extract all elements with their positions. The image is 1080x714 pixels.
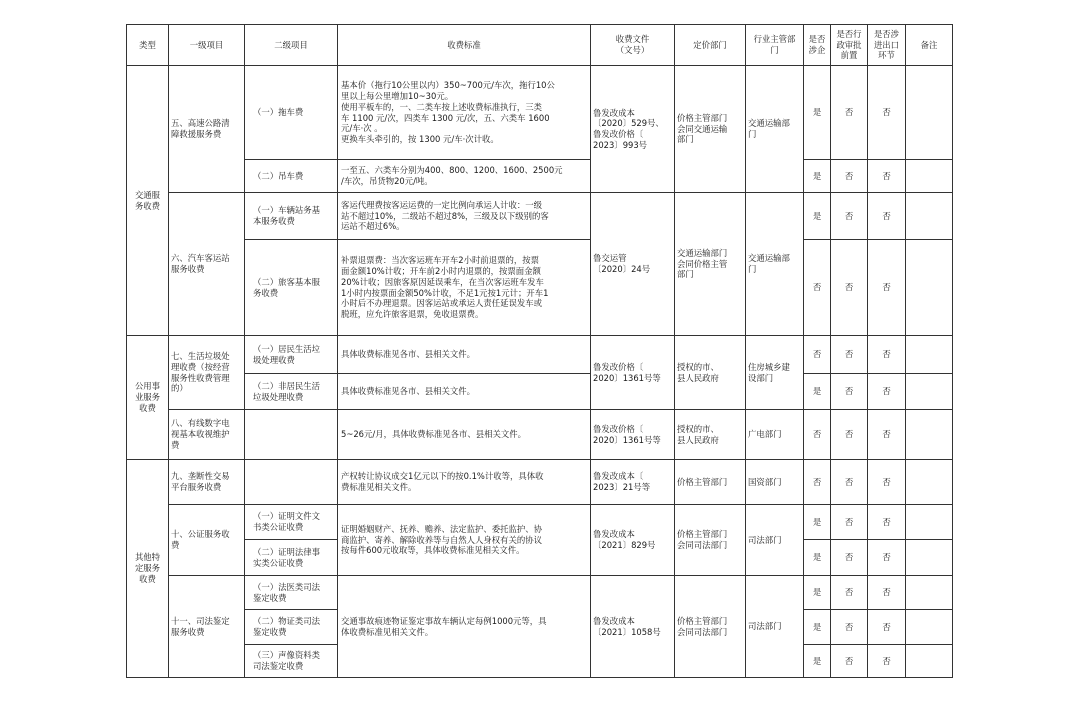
header-admin-approval: 是否行 政审批 前置 xyxy=(831,25,868,66)
level2-cell: （一）居民生活垃 圾处理收费 xyxy=(245,336,338,374)
flag-approval: 否 xyxy=(831,336,868,374)
remarks-cell xyxy=(906,66,953,160)
level2-cell: （一）证明文件文 书类公证收费 xyxy=(245,505,338,540)
flag-enterprise: 是 xyxy=(804,610,831,645)
header-type: 类型 xyxy=(127,25,169,66)
flag-approval: 否 xyxy=(831,160,868,193)
remarks-cell xyxy=(906,540,953,576)
standard-cell: 基本价（拖行10公里以内）350~700元/车次，拖行10公 里以上每公里增加10~30元。 使用平板车的，一、二类车按上述收费标准执行，三类 车 1100 元/次，四类车 1300 元/次，五、六类车 1600 元/车·次 。 更换车头牵引的，按 1300 元/车·次计收。 xyxy=(338,66,591,160)
level2-cell: （二）吊车费 xyxy=(245,160,338,193)
flag-enterprise: 是 xyxy=(804,193,831,240)
flag-approval: 否 xyxy=(831,610,868,645)
header-level2: 二级项目 xyxy=(245,25,338,66)
remarks-cell xyxy=(906,410,953,460)
flag-approval: 否 xyxy=(831,460,868,505)
level2-cell: （一）拖车费 xyxy=(245,66,338,160)
remarks-cell xyxy=(906,374,953,410)
flag-import-export: 否 xyxy=(868,645,906,678)
flag-approval: 否 xyxy=(831,240,868,336)
flag-approval: 否 xyxy=(831,193,868,240)
remarks-cell xyxy=(906,336,953,374)
remarks-cell xyxy=(906,193,953,240)
document-cell: 鲁发改成本 〔2021〕1058号 xyxy=(591,576,675,678)
table-row xyxy=(127,66,953,160)
flag-import-export: 否 xyxy=(868,505,906,540)
level1-cell: 十、公证服务收 费 xyxy=(169,505,245,576)
table-row xyxy=(127,374,953,410)
flag-approval: 否 xyxy=(831,410,868,460)
header-industry-dept: 行业主管部 门 xyxy=(746,25,804,66)
document-cell: 鲁交运管 〔2020〕24号 xyxy=(591,193,675,336)
level1-cell: 九、垄断性交易 平台服务收费 xyxy=(169,460,245,505)
flag-approval: 否 xyxy=(831,66,868,160)
industry-dept-cell: 国资部门 xyxy=(746,460,804,505)
level1-cell: 十一、司法鉴定 服务收费 xyxy=(169,576,245,678)
pricing-dept-cell: 价格主管部门 会同司法部门 xyxy=(675,505,746,576)
table-row xyxy=(127,410,953,460)
remarks-cell xyxy=(906,240,953,336)
standard-cell: 交通事故痕迹物证鉴定事故车辆认定每例1000元等，具 体收费标准见相关文件。 xyxy=(338,576,591,678)
level1-cell: 六、汽车客运站 服务收费 xyxy=(169,193,245,336)
table-row xyxy=(127,460,953,505)
table-row xyxy=(127,505,953,540)
table-row xyxy=(127,193,953,240)
level2-cell xyxy=(245,410,338,460)
level1-cell: 五、高速公路清 障救援服务费 xyxy=(169,66,245,193)
document-cell: 鲁发改价格〔 2020〕1361号等 xyxy=(591,410,675,460)
standard-cell: 一至五、六类车分别为400、800、1200、1600、2500元 /车次，吊货物20元/吨。 xyxy=(338,160,591,193)
industry-dept-cell: 交通运输部 门 xyxy=(746,66,804,193)
standard-cell: 具体收费标准见各市、县相关文件。 xyxy=(338,336,591,374)
remarks-cell xyxy=(906,576,953,610)
flag-import-export: 否 xyxy=(868,160,906,193)
industry-dept-cell: 交通运输部 门 xyxy=(746,193,804,336)
header-involves-enterprise: 是否 涉企 xyxy=(804,25,831,66)
flag-import-export: 否 xyxy=(868,240,906,336)
remarks-cell xyxy=(906,505,953,540)
header-document: 收费文件 （文号） xyxy=(591,25,675,66)
type-cell: 公用事 业服务 收费 xyxy=(127,336,169,460)
header-pricing-dept: 定价部门 xyxy=(675,25,746,66)
flag-approval: 否 xyxy=(831,540,868,576)
standard-cell: 客运代理费按客运运费的一定比例向承运人计收：一级 站不超过10%，二级站不超过8%，三级及以下级别的客 运站不超过6%。 xyxy=(338,193,591,240)
standard-cell: 产权转让协议成交1亿元以下的按0.1%计收等，具体收 费标准见相关文件。 xyxy=(338,460,591,505)
table-row xyxy=(127,160,953,193)
level1-cell: 七、生活垃圾处 理收费（按经营 服务性收费管理 的） xyxy=(169,336,245,410)
flag-import-export: 否 xyxy=(868,193,906,240)
level2-cell: （一）法医类司法 鉴定收费 xyxy=(245,576,338,610)
level2-cell: （二）非居民生活 垃圾处理收费 xyxy=(245,374,338,410)
flag-import-export: 否 xyxy=(868,410,906,460)
flag-approval: 否 xyxy=(831,505,868,540)
standard-cell: 具体收费标准见各市、县相关文件。 xyxy=(338,374,591,410)
flag-enterprise: 否 xyxy=(804,240,831,336)
flag-approval: 否 xyxy=(831,645,868,678)
industry-dept-cell: 住房城乡建 设部门 xyxy=(746,336,804,410)
flag-approval: 否 xyxy=(831,374,868,410)
document-cell: 鲁发改成本〔 2023〕21号等 xyxy=(591,460,675,505)
flag-approval: 否 xyxy=(831,576,868,610)
header-import-export: 是否涉 进出口 环节 xyxy=(868,25,906,66)
flag-import-export: 否 xyxy=(868,66,906,160)
document-cell: 鲁发改成本 〔2020〕529号、 鲁发改价格〔 2023〕993号 xyxy=(591,66,675,193)
standard-cell: 补票退票费：当次客运班车开车2小时前退票的，按票 面金额10%计收；开车前2小时内退票的，按票面金额 20%计收；因旅客原因延误乘车，在当次客运班车发车 1小时内按票面金额50%计收，不足1元按1元计；开车1 小时后不办理退票。因客运站或承运人责任延误发车或 脱班，应允许旅客退票，免收退票费。 xyxy=(338,240,591,336)
type-cell: 其他特 定服务 收费 xyxy=(127,460,169,678)
type-cell: 交通服 务收费 xyxy=(127,66,169,336)
standard-cell: 5~26元/月，具体收费标准见各市、县相关文件。 xyxy=(338,410,591,460)
pricing-dept-cell: 交通运输部门 会同价格主管 部门 xyxy=(675,193,746,336)
industry-dept-cell: 司法部门 xyxy=(746,576,804,678)
pricing-dept-cell: 价格主管部门 会同司法部门 xyxy=(675,576,746,678)
flag-enterprise: 否 xyxy=(804,336,831,374)
document-cell: 鲁发改成本 〔2021〕829号 xyxy=(591,505,675,576)
industry-dept-cell: 广电部门 xyxy=(746,410,804,460)
pricing-dept-cell: 授权的市、 县人民政府 xyxy=(675,410,746,460)
header-level1: 一级项目 xyxy=(169,25,245,66)
remarks-cell xyxy=(906,610,953,645)
pricing-dept-cell: 价格主管部门 会同交通运输 部门 xyxy=(675,66,746,193)
remarks-cell xyxy=(906,460,953,505)
standard-cell: 证明婚姻财产、抚养、赡养、法定监护、委托监护、协 商监护、寄养、解除收养等与自然人人身权有关的协议 按每件600元收取等，具体收费标准见相关文件。 xyxy=(338,505,591,576)
remarks-cell xyxy=(906,645,953,678)
flag-import-export: 否 xyxy=(868,374,906,410)
level2-cell xyxy=(245,460,338,505)
flag-import-export: 否 xyxy=(868,336,906,374)
level2-cell: （二）旅客基本服 务收费 xyxy=(245,240,338,336)
flag-enterprise: 否 xyxy=(804,460,831,505)
flag-import-export: 否 xyxy=(868,610,906,645)
header-remarks: 备注 xyxy=(906,25,953,66)
flag-enterprise: 是 xyxy=(804,540,831,576)
flag-enterprise: 是 xyxy=(804,374,831,410)
flag-enterprise: 是 xyxy=(804,66,831,160)
pricing-dept-cell: 授权的市、 县人民政府 xyxy=(675,336,746,410)
table-row xyxy=(127,576,953,610)
header-standard: 收费标准 xyxy=(338,25,591,66)
flag-enterprise: 是 xyxy=(804,576,831,610)
flag-import-export: 否 xyxy=(868,460,906,505)
level1-cell: 八、有线数字电 视基本收视维护 费 xyxy=(169,410,245,460)
table-row xyxy=(127,240,953,336)
pricing-dept-cell: 价格主管部门 xyxy=(675,460,746,505)
level2-cell: （一）车辆站务基 本服务收费 xyxy=(245,193,338,240)
fee-table xyxy=(126,24,953,678)
table-row xyxy=(127,336,953,374)
header-row xyxy=(127,25,953,66)
flag-enterprise: 是 xyxy=(804,645,831,678)
flag-enterprise: 是 xyxy=(804,505,831,540)
level2-cell: （二）证明法律事 实类公证收费 xyxy=(245,540,338,576)
flag-import-export: 否 xyxy=(868,576,906,610)
industry-dept-cell: 司法部门 xyxy=(746,505,804,576)
flag-enterprise: 否 xyxy=(804,410,831,460)
flag-enterprise: 是 xyxy=(804,160,831,193)
level2-cell: （二）物证类司法 鉴定收费 xyxy=(245,610,338,645)
document-cell: 鲁发改价格〔 2020〕1361号等 xyxy=(591,336,675,410)
level2-cell: （三）声像资料类 司法鉴定收费 xyxy=(245,645,338,678)
remarks-cell xyxy=(906,160,953,193)
flag-import-export: 否 xyxy=(868,540,906,576)
